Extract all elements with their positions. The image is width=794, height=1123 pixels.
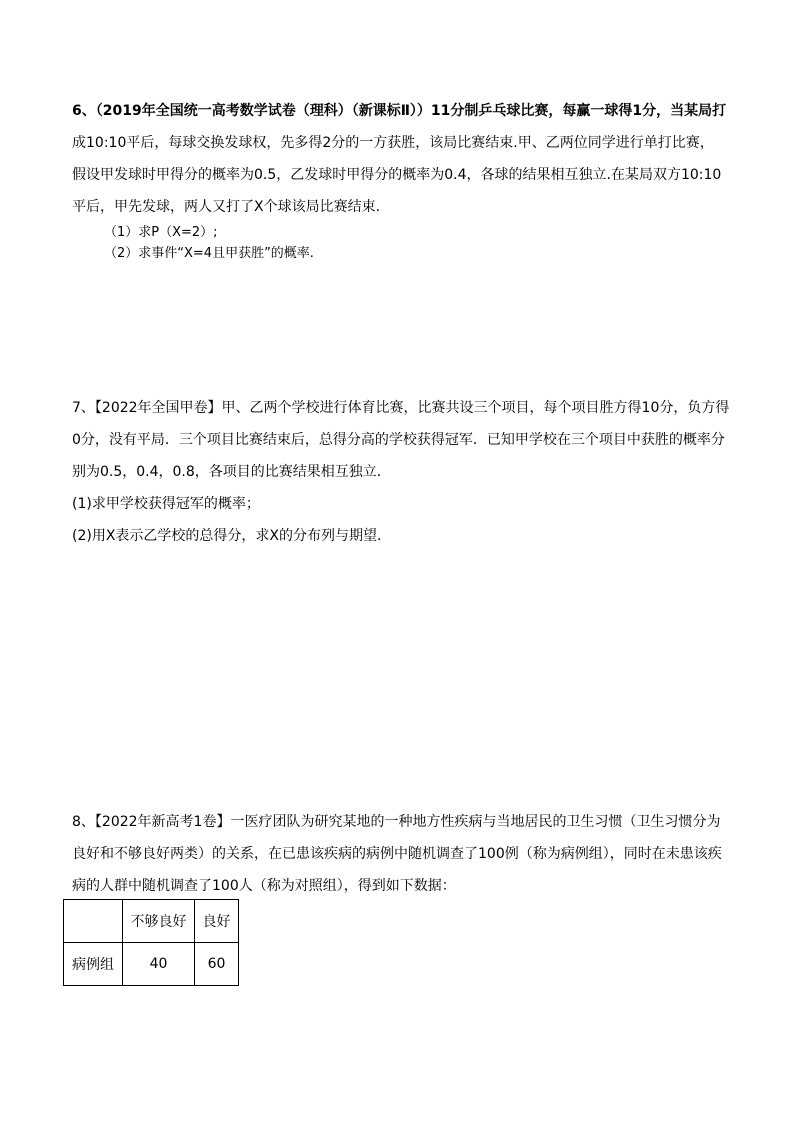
q6-subquestion-1: （1）求P（X=2）; [104, 225, 218, 240]
table-cell: 60 [195, 943, 239, 986]
q7-subquestion-2: (2)用X表示乙学校的总得分，求X的分布列与期望． [72, 528, 392, 544]
table-header-cell: 不够良好 [123, 900, 195, 943]
table-row-label: 病例组 [64, 943, 123, 986]
table-cell: 40 [123, 943, 195, 986]
q6-line-3: 假设甲发球时甲得分的概率为0.5，乙发球时甲得分的概率为0.4，各球的结果相互独立.在某局双方10:10 [72, 167, 722, 183]
table-header-cell: 良好 [195, 900, 239, 943]
q6-line-2: 成10:10平后，每球交换发球权，先多得2分的一方获胜，该局比赛结束.甲、乙两位同学进行单打比赛， [72, 135, 714, 151]
q8-line-3: 病的人群中随机调查了100人（称为对照组），得到如下数据： [72, 878, 456, 894]
data-table [63, 899, 239, 986]
table-header-row [64, 900, 239, 943]
q8-line-1: 8、【2022年新高考1卷】一医疗团队为研究某地的一种地方性疾病与当地居民的卫生习惯（卫生习惯分为 [72, 814, 721, 830]
q6-subquestion-2: （2）求事件“X=4且甲获胜”的概率. [104, 246, 314, 261]
table-row [64, 943, 239, 986]
q6-line-1: 6、（2019年全国统一高考数学试卷（理科）（新课标Ⅱ））11分制乒乓球比赛，每赢一球得1分，当某局打 [72, 103, 727, 119]
q7-line-1: 7、【2022年全国甲卷】甲、乙两个学校进行体育比赛，比赛共设三个项目，每个项目胜方得10分，负方得 [72, 400, 730, 416]
q6-line-4: 平后，甲先发球，两人又打了X个球该局比赛结束. [72, 199, 381, 215]
q7-subquestion-1: (1)求甲学校获得冠军的概率； [72, 496, 260, 512]
q7-line-2: 0分，没有平局．三个项目比赛结束后，总得分高的学校获得冠军．已知甲学校在三个项目中获胜的概率分 [72, 432, 725, 448]
q7-line-3: 别为0.5，0.4，0.8，各项目的比赛结果相互独立． [72, 464, 391, 480]
table-header-cell [64, 900, 123, 943]
q8-line-2: 良好和不够良好两类）的关系，在已患该疾病的病例中随机调查了100例（称为病例组），同时在未患该疾 [72, 846, 722, 862]
